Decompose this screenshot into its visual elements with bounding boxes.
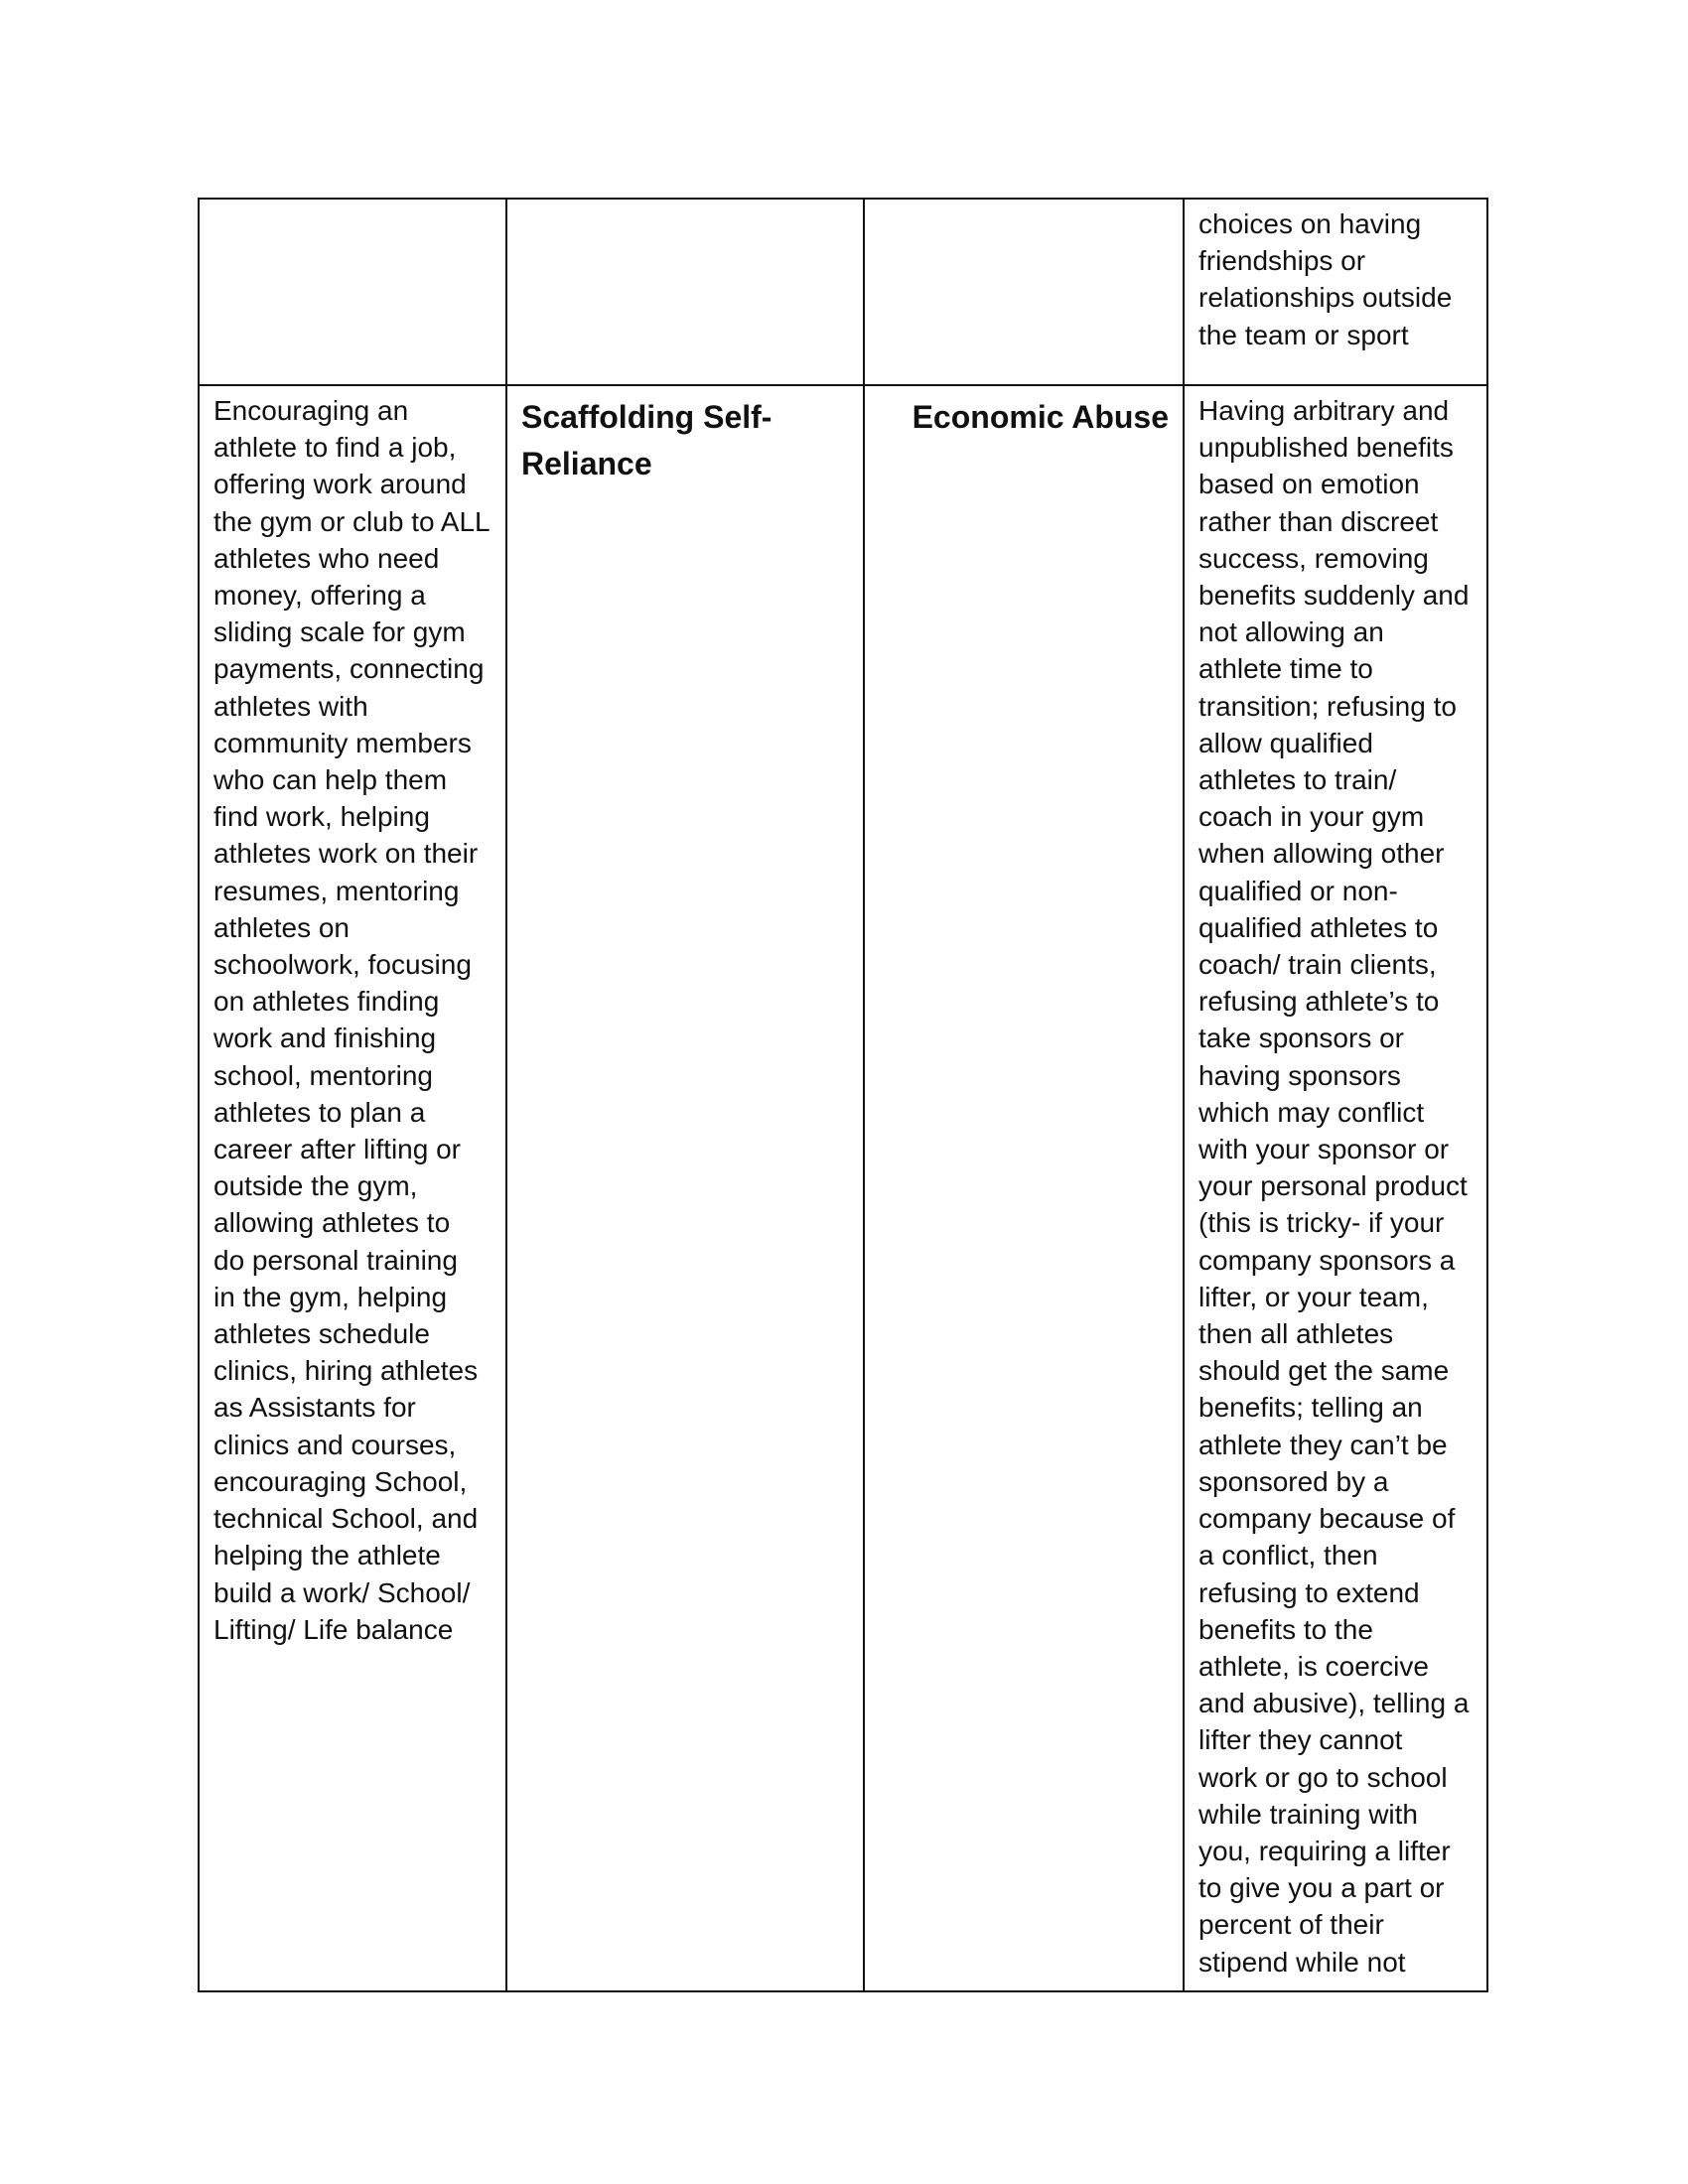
abuse-category-heading: Economic Abuse (912, 399, 1169, 435)
healthy-behaviors-text: Encouraging an athlete to find a job, offering work around the gym or club to ALL athletes who need money, offering a sliding scale for gym payments, connecting athletes with community members who can help them find work, helping athletes work on their resumes, mentoring athletes on schoolwork, focusing on athletes finding work and finishing school, mentoring athletes to plan a career after lifting or outside the gym, allowing athletes to do personal training in the gym, helping athletes schedule clinics, hiring athletes as Assistants for clinics and courses, encouraging School, technical School, and helping the athlete build a work/ School/ Lifting/ Life balance (213, 395, 491, 1645)
positive-category-heading (521, 205, 849, 207)
table-cell-abusive-behaviors (1184, 199, 1487, 385)
table-cell-abuse-category (864, 199, 1184, 385)
table-cell-healthy-behaviors (199, 385, 506, 1991)
comparison-table (198, 198, 1488, 1992)
table-cell-healthy-behaviors (199, 199, 506, 385)
table-row (199, 385, 1487, 1991)
abusive-behaviors-text: Having arbitrary and unpublished benefits based on emotion rather than discreet success, removing benefits suddenly and not allowing an athlete time to transition; refusing to allow qualified athletes to train/ coach in your gym when allowing other qualified or non- qualified athletes to coach/ train clients, refusing athlete’s to take sponsors or having sponsors which may conflict with your sponsor or your personal product (this is tricky- if your company sponsors a lifter, or your team, then all athletes should get the same benefits; telling an athlete they can’t be sponsored by a company because of a conflict, then refusing to extend benefits to the athlete, is coercive and abusive), telling a lifter they cannot work or go to school while training with you, requiring a lifter to give you a part or percent of their stipend while not (1198, 395, 1470, 1978)
abusive-behaviors-text: choices on having friendships or relationships outside the team or sport (1198, 208, 1453, 350)
abuse-category-heading (879, 205, 1169, 207)
table-row (199, 199, 1487, 385)
positive-category-heading: Scaffolding Self- Reliance (521, 399, 773, 481)
table-cell-abusive-behaviors (1184, 385, 1487, 1991)
table-cell-positive-category (506, 199, 864, 385)
table-cell-positive-category (506, 385, 864, 1991)
table-cell-abuse-category (864, 385, 1184, 1991)
